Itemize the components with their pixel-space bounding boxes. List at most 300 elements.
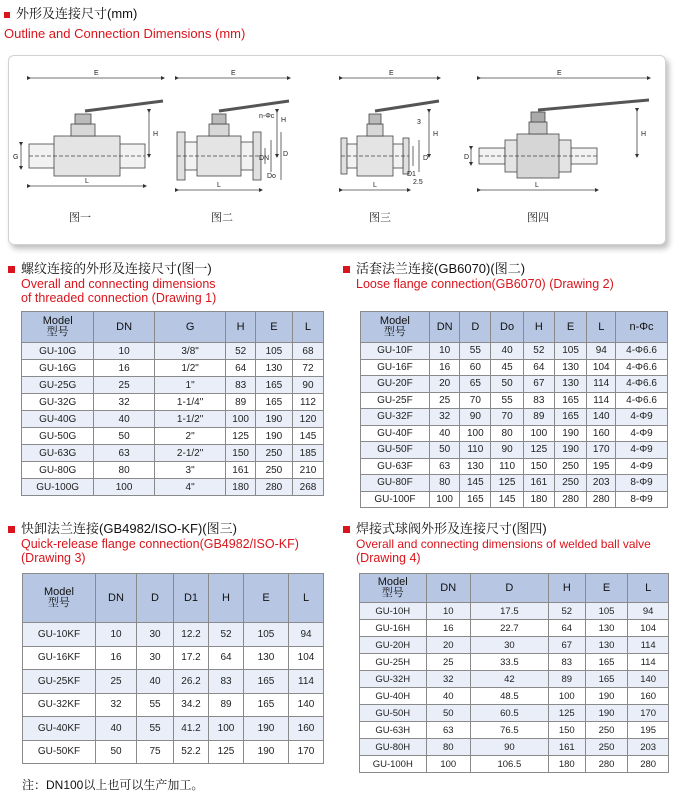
cell-model: GU-10F [361, 343, 430, 360]
table-cell: 89 [523, 409, 554, 426]
table-cell: 125 [491, 475, 524, 492]
table-cell: 100 [460, 425, 491, 442]
table-row [360, 688, 669, 705]
table-cell: 64 [523, 359, 554, 376]
table-cell: 280 [255, 479, 292, 496]
table-cell: 203 [628, 739, 669, 756]
cell-model: GU-32G [22, 394, 94, 411]
col-header: DN [94, 312, 154, 343]
table-cell: 32 [96, 693, 137, 717]
table-row [361, 392, 668, 409]
table-cell: 30 [470, 637, 548, 654]
dim-H-1: H [153, 131, 159, 138]
table-cell: 64 [548, 620, 585, 637]
table-cell: 50 [94, 428, 154, 445]
table-cell: 130 [554, 376, 587, 393]
table-cell: 130 [554, 359, 587, 376]
table-cell: 100 [548, 688, 585, 705]
dim-D-3: D [423, 155, 429, 162]
col-header: D [137, 574, 174, 623]
table-cell: 40 [137, 670, 174, 694]
table-quick-release [22, 573, 324, 764]
col-header-model-cn: 型号 [381, 587, 404, 599]
cell-model: GU-50F [361, 442, 430, 459]
table-cell: 90 [292, 377, 323, 394]
table-cell: 160 [289, 717, 324, 741]
cell-model: GU-80G [22, 462, 94, 479]
table-cell: 1-1/2" [154, 411, 226, 428]
table-cell: 130 [460, 458, 491, 475]
table-cell: 1/2" [154, 360, 226, 377]
table-row [23, 693, 324, 717]
table-row [22, 377, 324, 394]
table-cell: 89 [209, 693, 244, 717]
table-cell: 94 [587, 343, 616, 360]
table-cell: 106.5 [470, 756, 548, 773]
table-cell: 125 [226, 428, 255, 445]
table-cell: 63 [426, 722, 470, 739]
table-cell: 195 [587, 458, 616, 475]
table-cell: 12.2 [174, 623, 209, 647]
table-cell: 4-Φ6.6 [616, 359, 668, 376]
col-header: E [585, 574, 627, 603]
table-cell: 145 [460, 475, 491, 492]
cell-model: GU-80F [361, 475, 430, 492]
table-cell: 104 [289, 646, 324, 670]
dim-H-3: H [433, 131, 439, 138]
t1-title-en1: Overall and connecting dimensions [21, 277, 216, 291]
cell-model: GU-10G [22, 343, 94, 360]
table-cell: 161 [226, 462, 255, 479]
table-cell: 250 [255, 445, 292, 462]
table-cell: 140 [628, 671, 669, 688]
table-row [360, 603, 669, 620]
col-header: D [470, 574, 548, 603]
t3-title-en1: Quick-release flange connection(GB4982/ISO-KF) [21, 537, 299, 551]
t1-title [8, 258, 216, 305]
table-cell: 30 [137, 646, 174, 670]
drawing-1-threaded-valve [21, 78, 163, 186]
table-cell: 114 [628, 654, 669, 671]
col-header: DN [426, 574, 470, 603]
table-cell: 80 [429, 475, 460, 492]
t3-title [8, 518, 299, 565]
dim-L-2: L [217, 182, 221, 189]
table-row [360, 705, 669, 722]
table-cell: 52 [548, 603, 585, 620]
dim-D1-3: D1 [407, 171, 416, 178]
drawing-3-quick-release-valve [341, 78, 439, 190]
cell-model: GU-20H [360, 637, 427, 654]
table-cell: 250 [554, 475, 587, 492]
t2-title-en1: Loose flange connection(GB6070) (Drawing 2) [356, 277, 614, 291]
dim-H-4: H [641, 131, 647, 138]
cell-model: GU-32F [361, 409, 430, 426]
table-cell: 161 [523, 475, 554, 492]
t3-title-cn: 快卸法兰连接(GB4982/ISO-KF)(图三) [21, 521, 237, 536]
table-cell: 64 [226, 360, 255, 377]
table-cell: 40 [426, 688, 470, 705]
col-header: L [587, 312, 616, 343]
table-cell: 45 [491, 359, 524, 376]
table-cell: 190 [554, 442, 587, 459]
cell-model: GU-100H [360, 756, 427, 773]
col-header: H [548, 574, 585, 603]
table-cell: 10 [429, 343, 460, 360]
table-row [360, 739, 669, 756]
table-cell: 8-Φ9 [616, 475, 668, 492]
table-row [361, 343, 668, 360]
table-cell: 55 [137, 693, 174, 717]
col-header: L [628, 574, 669, 603]
cell-model: GU-80H [360, 739, 427, 756]
t2-title-cn: 活套法兰连接(GB6070)(图二) [356, 261, 526, 276]
table-cell: 80 [491, 425, 524, 442]
table-cell: 4-Φ6.6 [616, 376, 668, 393]
dim-L-1: L [85, 178, 89, 185]
dim-25-3: 2.5 [413, 179, 423, 186]
table-row [22, 360, 324, 377]
table-cell: 280 [554, 491, 587, 508]
table-cell: 210 [292, 462, 323, 479]
dim-H-2: H [281, 117, 287, 124]
table-cell: 165 [554, 409, 587, 426]
table-row [360, 722, 669, 739]
table-cell: 145 [292, 428, 323, 445]
cell-model: GU-100G [22, 479, 94, 496]
table-cell: 17.2 [174, 646, 209, 670]
table-cell: 25 [94, 377, 154, 394]
drawing-label-4: 图四 [527, 212, 549, 224]
table-cell: 60 [460, 359, 491, 376]
table-row [22, 445, 324, 462]
table-cell: 83 [226, 377, 255, 394]
drawings-panel [8, 55, 666, 245]
cell-model: GU-10KF [23, 623, 96, 647]
header-en: Outline and Connection Dimensions (mm) [4, 26, 246, 41]
col-header-model [360, 574, 427, 603]
table-cell: 94 [628, 603, 669, 620]
cell-model: GU-63F [361, 458, 430, 475]
table-row [23, 717, 324, 741]
table-cell: 20 [426, 637, 470, 654]
dim-E-1: E [94, 70, 99, 77]
table-cell: 165 [244, 670, 289, 694]
cell-model: GU-63H [360, 722, 427, 739]
table-cell: 130 [255, 360, 292, 377]
footnote: 注：DN100以上也可以生产加工。 [22, 778, 204, 792]
table-cell: 150 [226, 445, 255, 462]
cell-model: GU-32KF [23, 693, 96, 717]
table-cell: 4-Φ9 [616, 409, 668, 426]
dim-D-4: D [464, 154, 470, 161]
cell-model: GU-63G [22, 445, 94, 462]
dim-DN-2: DN [259, 155, 270, 162]
table-cell: 280 [628, 756, 669, 773]
table-cell: 114 [289, 670, 324, 694]
col-header: G [154, 312, 226, 343]
table-row [361, 475, 668, 492]
table-cell: 90 [470, 739, 548, 756]
table-cell: 52.2 [174, 740, 209, 764]
table-cell: 26.2 [174, 670, 209, 694]
dim-E-4: E [557, 70, 562, 77]
table-row [23, 740, 324, 764]
cell-model: GU-16F [361, 359, 430, 376]
col-header: H [226, 312, 255, 343]
table-cell: 105 [554, 343, 587, 360]
table-cell: 125 [209, 740, 244, 764]
table-cell: 8-Φ9 [616, 491, 668, 508]
cell-model: GU-40G [22, 411, 94, 428]
table-cell: 76.5 [470, 722, 548, 739]
table-cell: 4-Φ6.6 [616, 392, 668, 409]
table-cell: 10 [94, 343, 154, 360]
table-cell: 140 [289, 693, 324, 717]
table-cell: 40 [491, 343, 524, 360]
header-cn: 外形及连接尺寸(mm) [16, 6, 138, 21]
table-cell: 16 [429, 359, 460, 376]
table-cell: 130 [244, 646, 289, 670]
table-cell: 64 [209, 646, 244, 670]
t2-title [343, 258, 614, 291]
table-cell: 10 [96, 623, 137, 647]
dim-G-1: G [13, 154, 19, 161]
table-cell: 180 [523, 491, 554, 508]
table-cell: 55 [137, 717, 174, 741]
col-header-model-en: Model [379, 315, 410, 327]
table-row [361, 442, 668, 459]
table-cell: 165 [554, 392, 587, 409]
t3-title-en2: (Drawing 3) [21, 551, 86, 565]
table-cell: 150 [523, 458, 554, 475]
table-cell: 250 [585, 722, 627, 739]
table-cell: 50 [429, 442, 460, 459]
table-cell: 32 [426, 671, 470, 688]
dim-D-2: D [283, 151, 289, 158]
table-cell: 55 [491, 392, 524, 409]
cell-model: GU-25G [22, 377, 94, 394]
table-cell: 33.5 [470, 654, 548, 671]
table-threaded [21, 311, 324, 496]
table-cell: 190 [244, 740, 289, 764]
col-header: D1 [174, 574, 209, 623]
table-cell: 125 [548, 705, 585, 722]
table-cell: 170 [628, 705, 669, 722]
bullet-square-icon [8, 266, 15, 273]
cell-model: GU-32H [360, 671, 427, 688]
table-cell: 2" [154, 428, 226, 445]
drawing-label-2: 图二 [211, 212, 233, 224]
table-cell: 4-Φ9 [616, 425, 668, 442]
table-cell: 112 [292, 394, 323, 411]
table-cell: 16 [426, 620, 470, 637]
table-row [23, 646, 324, 670]
table-cell: 70 [491, 409, 524, 426]
table-row [22, 479, 324, 496]
table-cell: 100 [226, 411, 255, 428]
table-cell: 17.5 [470, 603, 548, 620]
col-header: E [255, 312, 292, 343]
dim-nphic-2: n-Φc [259, 113, 275, 120]
table-cell: 145 [491, 491, 524, 508]
col-header-model-en: Model [42, 315, 73, 327]
table-cell: 203 [587, 475, 616, 492]
table-cell: 72 [292, 360, 323, 377]
table-loose-flange [360, 311, 668, 508]
table-cell: 165 [585, 654, 627, 671]
table-cell: 68 [292, 343, 323, 360]
col-header-model-en: Model [377, 576, 408, 588]
table-cell: 63 [429, 458, 460, 475]
table-cell: 60.5 [470, 705, 548, 722]
table-cell: 52 [209, 623, 244, 647]
table-cell: 41.2 [174, 717, 209, 741]
table-cell: 3" [154, 462, 226, 479]
t1-title-cn: 螺纹连接的外形及连接尺寸(图一) [21, 261, 212, 276]
table-cell: 190 [244, 717, 289, 741]
table-cell: 161 [548, 739, 585, 756]
col-header: L [292, 312, 323, 343]
table-cell: 110 [460, 442, 491, 459]
drawing-4-welded-valve [471, 78, 649, 190]
table-cell: 185 [292, 445, 323, 462]
table-cell: 40 [429, 425, 460, 442]
drawing-label-1: 图一 [69, 212, 91, 224]
cell-model: GU-40H [360, 688, 427, 705]
table-header-row [22, 312, 324, 343]
cell-model: GU-40KF [23, 717, 96, 741]
table-cell: 120 [292, 411, 323, 428]
dim-L-4: L [535, 182, 539, 189]
table-cell: 30 [137, 623, 174, 647]
table-cell: 140 [587, 409, 616, 426]
cell-model: GU-100F [361, 491, 430, 508]
table-cell: 50 [96, 740, 137, 764]
table-cell: 165 [585, 671, 627, 688]
table-cell: 105 [255, 343, 292, 360]
table-row [23, 623, 324, 647]
table-cell: 80 [94, 462, 154, 479]
table-row [22, 343, 324, 360]
table-cell: 83 [209, 670, 244, 694]
table-cell: 130 [585, 620, 627, 637]
table-cell: 180 [226, 479, 255, 496]
table-cell: 50 [426, 705, 470, 722]
col-header: E [244, 574, 289, 623]
table-cell: 104 [628, 620, 669, 637]
table-cell: 190 [255, 428, 292, 445]
table-cell: 32 [429, 409, 460, 426]
table-row [361, 409, 668, 426]
table-cell: 190 [585, 688, 627, 705]
table-row [22, 428, 324, 445]
cell-model: GU-25F [361, 392, 430, 409]
valve-drawings [9, 56, 665, 244]
table-row [361, 458, 668, 475]
col-header-model-cn: 型号 [46, 326, 69, 338]
cell-model: GU-40F [361, 425, 430, 442]
table-cell: 52 [226, 343, 255, 360]
table-row [360, 671, 669, 688]
col-header-model [23, 574, 96, 623]
dim-Do-2: Do [267, 173, 276, 180]
bullet-square-icon [343, 526, 350, 533]
table-cell: 190 [255, 411, 292, 428]
col-header-model-cn: 型号 [48, 597, 70, 609]
table-cell: 16 [96, 646, 137, 670]
table-cell: 22.7 [470, 620, 548, 637]
table-cell: 70 [460, 392, 491, 409]
cell-model: GU-10H [360, 603, 427, 620]
table-cell: 100 [429, 491, 460, 508]
col-header: E [554, 312, 587, 343]
table-cell: 250 [255, 462, 292, 479]
table-row [360, 756, 669, 773]
table-cell: 52 [523, 343, 554, 360]
table-cell: 2-1/2" [154, 445, 226, 462]
table-cell: 180 [548, 756, 585, 773]
dim-3-3: 3 [417, 119, 421, 126]
cell-model: GU-16H [360, 620, 427, 637]
table-cell: 63 [94, 445, 154, 462]
table-header-row [361, 312, 668, 343]
table-cell: 190 [585, 705, 627, 722]
table-cell: 110 [491, 458, 524, 475]
table-cell: 160 [628, 688, 669, 705]
table-cell: 150 [548, 722, 585, 739]
table-cell: 105 [244, 623, 289, 647]
col-header-model [361, 312, 430, 343]
col-header: H [209, 574, 244, 623]
table-cell: 1-1/4" [154, 394, 226, 411]
table-cell: 268 [292, 479, 323, 496]
cell-model: GU-20F [361, 376, 430, 393]
col-header: DN [96, 574, 137, 623]
table-cell: 89 [226, 394, 255, 411]
table-cell: 105 [585, 603, 627, 620]
table-welded [359, 573, 669, 773]
table-cell: 114 [587, 392, 616, 409]
col-header: n-Φc [616, 312, 668, 343]
table-cell: 10 [426, 603, 470, 620]
table-cell: 80 [426, 739, 470, 756]
table-cell: 250 [554, 458, 587, 475]
drawing-label-3: 图三 [369, 212, 391, 224]
table-cell: 100 [209, 717, 244, 741]
table-cell: 75 [137, 740, 174, 764]
table-cell: 1" [154, 377, 226, 394]
table-row [22, 394, 324, 411]
table-cell: 48.5 [470, 688, 548, 705]
table-cell: 90 [460, 409, 491, 426]
col-header-model [22, 312, 94, 343]
col-header: DN [429, 312, 460, 343]
cell-model: GU-50KF [23, 740, 96, 764]
table-cell: 280 [587, 491, 616, 508]
table-cell: 40 [94, 411, 154, 428]
table-row [22, 411, 324, 428]
cell-model: GU-50G [22, 428, 94, 445]
t1-title-en2: of threaded connection (Drawing 1) [21, 291, 217, 305]
table-cell: 4-Φ6.6 [616, 343, 668, 360]
table-cell: 170 [587, 442, 616, 459]
table-cell: 89 [548, 671, 585, 688]
table-cell: 100 [523, 425, 554, 442]
col-header: H [523, 312, 554, 343]
cell-model: GU-25H [360, 654, 427, 671]
col-header: L [289, 574, 324, 623]
